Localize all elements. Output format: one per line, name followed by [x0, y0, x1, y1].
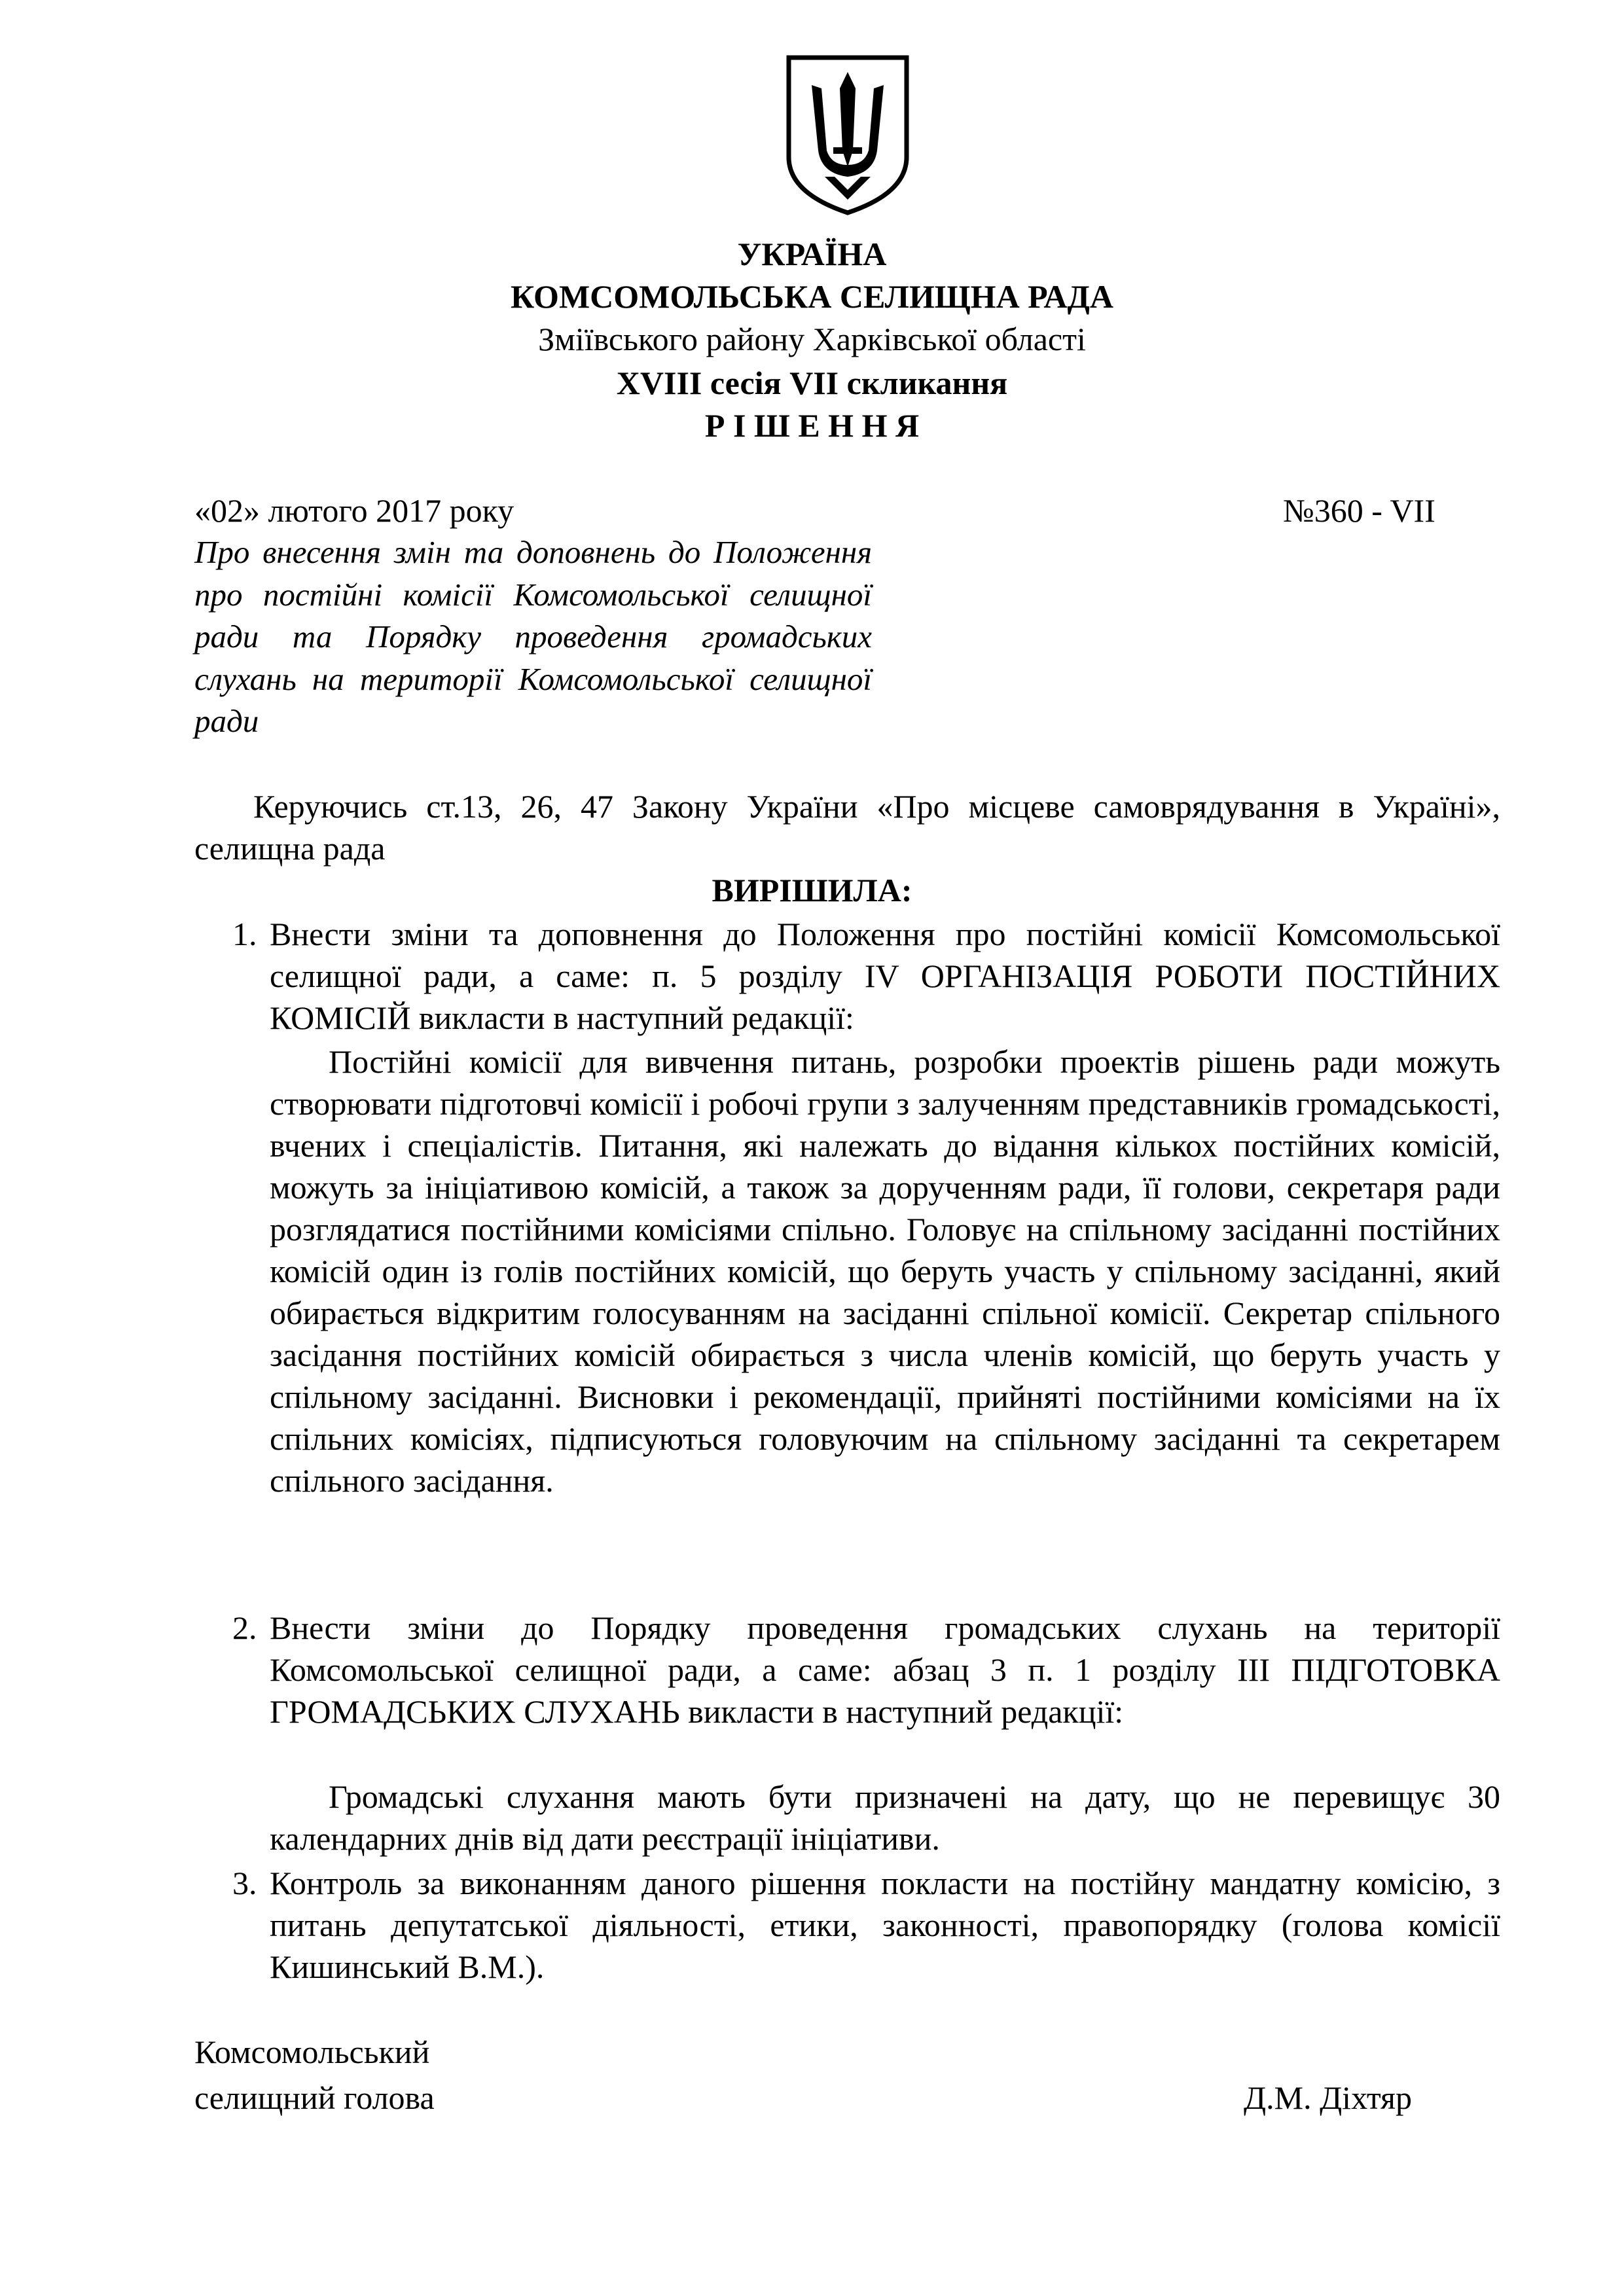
- region-heading: Зміївського району Харківської області: [538, 321, 1086, 357]
- signatory-title-line2: селищний голова: [194, 2079, 435, 2116]
- decided-heading: ВИРІШИЛА:: [712, 872, 912, 908]
- session-heading: XVIII сесія VII скликання: [616, 365, 1008, 401]
- document-type-heading: Р І Ш Е Н Н Я: [704, 407, 920, 444]
- council-heading: КОМСОМОЛЬСЬКА СЕЛИЩНА РАДА: [511, 278, 1113, 315]
- item-quote: Постійні комісії для вивчення питань, розробки проектів рішень ради можуть створювати підготовчі комісії і робочі групи з залученням представників громадськості, вчених і спеціалістів. Питання, які належать до відання кількох постійних комісій, можуть за ініціативою комісій, а також за дорученням ради, її голови, секретаря ради розглядатися постійними комісіями спільно. Головує на спільному засіданні постійних комісій один із голів постійних комісій, що беруть участь у спільному засіданні, який обирається відкритим голосуванням на засіданні спільної комісії. Секретар спільного засідання постійних комісій обирається з числа членів комісій, що беруть участь у спільному засіданні. Висновки і рекомендації, прийняті постійними комісіями на їх спільних комісіях, підписуються головуючим на спільному засіданні та секретарем спільного засідання.: [270, 1043, 1500, 1499]
- item-quote: Громадські слухання мають бути призначені на дату, що не перевищує 30 календарних днів від дати реєстрації ініціативи.: [270, 1778, 1500, 1857]
- decision-subject: Про внесення змін та доповнень до Положення про постійні комісії Комсомольської селищної ради та Порядку проведення громадських слухань на території Комсомольської селищної ради: [194, 534, 872, 739]
- item-number: 2.: [232, 1609, 257, 1646]
- item-text: Внести зміни до Порядку проведення громадських слухань на території Комсомольської селищної ради, а саме: абзац 3 п. 1 розділу ІІІ ПІДГОТОВКА ГРОМАДСЬКИХ СЛУХАНЬ викласти в наступний редакції:: [270, 1609, 1500, 1730]
- coat-of-arms-icon: [782, 52, 913, 216]
- item-number: 3.: [232, 1865, 257, 1901]
- signatory-title-line1: Комсомольський: [194, 2034, 430, 2070]
- preamble-paragraph: Керуючись ст.13, 26, 47 Закону України «Про місцеве самоврядування в Україні», селищна рада: [194, 788, 1500, 867]
- decision-date: «02» лютого 2017 року: [194, 492, 514, 529]
- decision-number: №360 - VII: [1283, 492, 1435, 529]
- item-text: Внести зміни та доповнення до Положення про постійні комісії Комсомольської селищної ради, а саме: п. 5 розділу IV ОРГАНІЗАЦІЯ РОБОТИ ПОСТІЙНИХ КОМІСІЙ викласти в наступний редакції:: [270, 916, 1500, 1036]
- country-heading: УКРАЇНА: [737, 236, 887, 272]
- item-number: 1.: [232, 916, 257, 952]
- item-text: Контроль за виконанням даного рішення покласти на постійну мандатну комісію, з питань депутатської діяльності, етики, законності, правопорядку (голова комісії Кишинський В.М.).: [270, 1865, 1500, 1985]
- signatory-name: Д.М. Діхтяр: [1244, 2079, 1413, 2116]
